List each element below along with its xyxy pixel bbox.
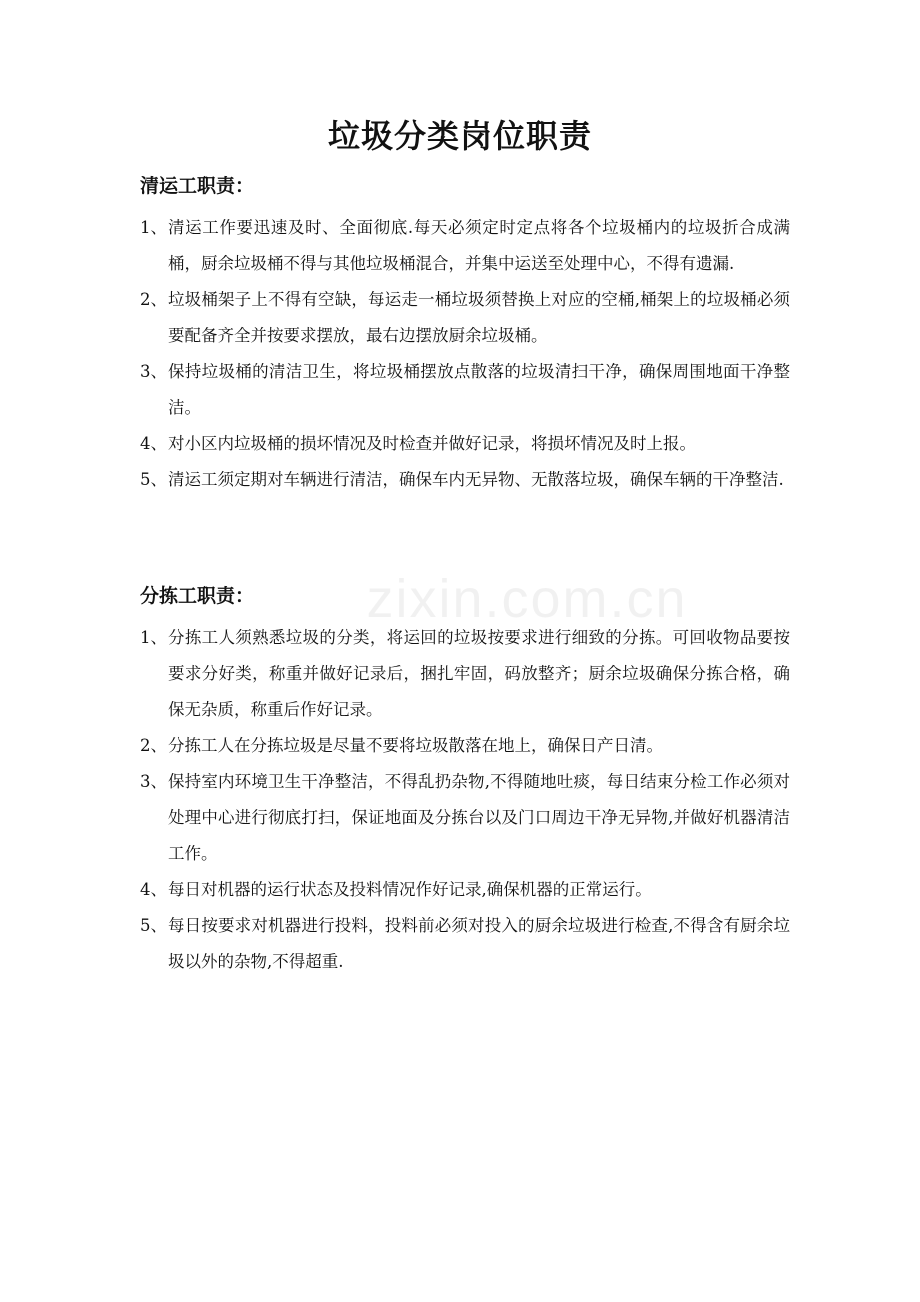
- section-sorting-duties: [140, 578, 790, 980]
- item-text: 保持室内环境卫生干净整洁，不得乱扔杂物,不得随地吐痰，每日结束分检工作必须对处理中心进行彻底打扫，保证地面及分拣台以及门口周边干净无异物,并做好机器清洁工作。: [168, 772, 790, 863]
- list-item: [140, 620, 790, 728]
- item-text: 每日按要求对机器进行投料，投料前必须对投入的厨余垃圾进行检查,不得含有厨余垃圾以外的杂物,不得超重.: [168, 916, 790, 971]
- list-item: [140, 282, 790, 354]
- item-number: 1、: [140, 628, 167, 647]
- item-text: 每日对机器的运行状态及投料情况作好记录,确保机器的正常运行。: [168, 880, 652, 899]
- item-text: 分拣工人须熟悉垃圾的分类，将运回的垃圾按要求进行细致的分拣。可回收物品要按要求分好类，称重并做好记录后，捆扎牢固，码放整齐；厨余垃圾确保分拣合格，确保无杂质，称重后作好记录。: [168, 628, 790, 719]
- item-text: 分拣工人在分拣垃圾是尽量不要将垃圾散落在地上，确保日产日清。: [168, 736, 663, 755]
- item-number: 3、: [140, 772, 167, 791]
- item-text: 清运工作要迅速及时、全面彻底.每天必须定时定点将各个垃圾桶内的垃圾折合成满桶，厨余垃圾桶不得与其他垃圾桶混合，并集中运送至处理中心，不得有遗漏.: [168, 218, 790, 273]
- item-number: 4、: [140, 434, 167, 453]
- item-text: 保持垃圾桶的清洁卫生，将垃圾桶摆放点散落的垃圾清扫干净，确保周围地面干净整洁。: [168, 362, 790, 417]
- page-title: 垃圾分类岗位职责: [327, 117, 592, 155]
- list-item: [140, 728, 790, 764]
- item-text: 清运工须定期对车辆进行清洁，确保车内无异物、无散落垃圾，确保车辆的干净整洁.: [168, 470, 784, 489]
- list-item: [140, 354, 790, 426]
- item-text: 垃圾桶架子上不得有空缺，每运走一桶垃圾须替换上对应的空桶,桶架上的垃圾桶必须要配备齐全并按要求摆放，最右边摆放厨余垃圾桶。: [168, 290, 790, 345]
- duty-list: [140, 620, 790, 980]
- item-number: 2、: [140, 290, 167, 309]
- item-number: 5、: [140, 470, 167, 489]
- list-item: [140, 210, 790, 282]
- list-item: [140, 872, 790, 908]
- item-text: 对小区内垃圾桶的损坏情况及时检查并做好记录，将损坏情况及时上报。: [168, 434, 696, 453]
- list-item: [140, 764, 790, 872]
- item-number: 2、: [140, 736, 167, 755]
- item-number: 1、: [140, 218, 167, 237]
- duty-list: [140, 210, 790, 498]
- section-heading: 清运工职责：: [140, 175, 255, 197]
- list-item: [140, 426, 790, 462]
- item-number: 4、: [140, 880, 167, 899]
- watermark: zixin.com.cn: [366, 569, 688, 629]
- item-number: 3、: [140, 362, 167, 381]
- section-heading: 分拣工职责：: [140, 585, 255, 607]
- section-cleaning-duties: [140, 168, 790, 498]
- item-number: 5、: [140, 916, 167, 935]
- list-item: [140, 908, 790, 980]
- list-item: [140, 462, 790, 498]
